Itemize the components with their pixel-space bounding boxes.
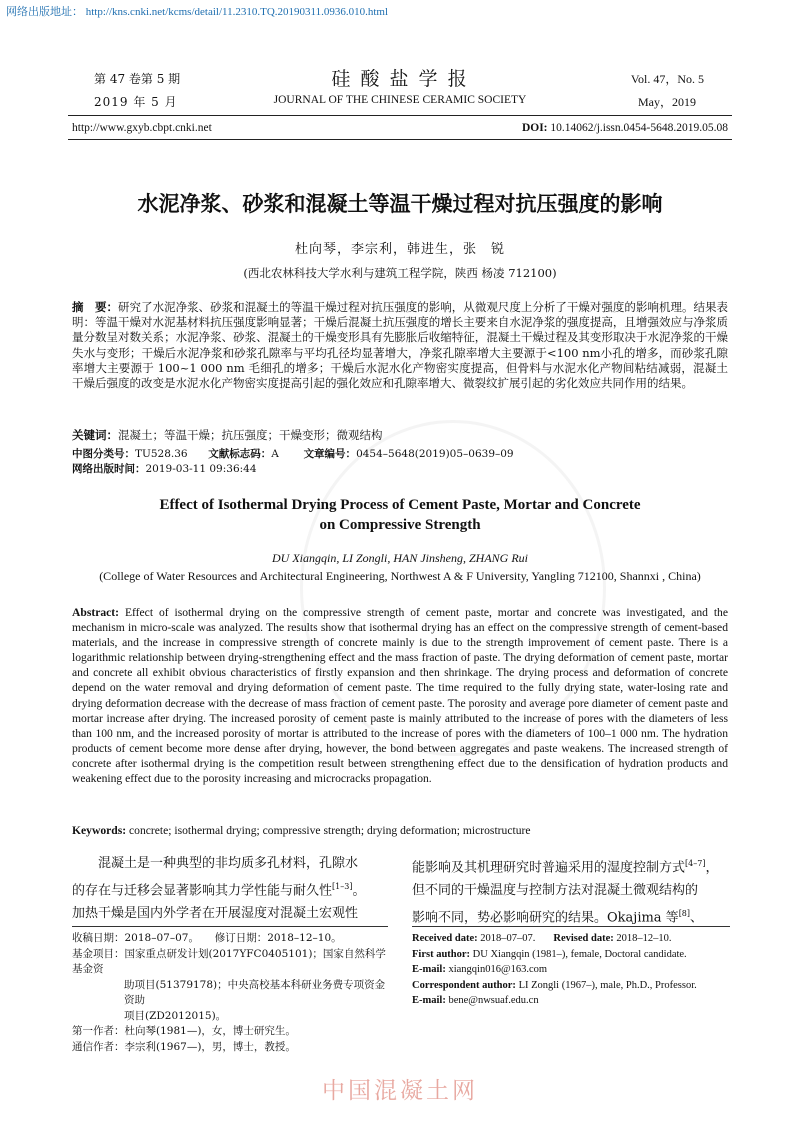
abstract-en <box>72 605 728 786</box>
doi-label: DOI: <box>521 122 548 134</box>
clc-value: TU528.36 <box>135 448 188 460</box>
footnote-zh-correspondent: 通信作者：李宗利(1967—)，男，博士，教授。 <box>72 1040 296 1053</box>
footnote-en-email-2[interactable]: E-mail: bene@nwsuaf.edu.cn <box>412 995 539 1006</box>
header-rule-2 <box>68 139 732 140</box>
keywords-zh-label: 关键词： <box>72 428 118 442</box>
clc-label: 中图分类号： <box>72 448 135 460</box>
journal-name-zh: 硅 酸 盐 学 报 <box>331 68 469 90</box>
footnote-rule-right <box>412 926 730 927</box>
classification-line <box>72 446 732 461</box>
footnote-rule-left <box>72 926 388 927</box>
authors-zh: 杜向琴，李宗利，韩进生，张 锐 <box>294 242 505 257</box>
online-time-label: 网络出版时间： <box>72 463 146 475</box>
article-no-value: 0454–5648(2019)05–0639–09 <box>356 448 514 460</box>
footnote-zh <box>72 931 392 1055</box>
doc-code-label: 文献标志码： <box>208 448 272 460</box>
footnote-zh-fund-3: 项目(ZD2012015)。 <box>124 1009 227 1022</box>
footnote-zh-fund-1: 基金项目：国家重点研发计划(2017YFC0405101)；国家自然科学基金资 <box>72 947 386 975</box>
site-brand-watermark: 中国混凝土网 <box>322 1078 478 1104</box>
abstract-en-label: Abstract: <box>72 606 120 619</box>
footnote-zh-fund-2: 助项目(51379178)；中央高校基本科研业务费专项资金资助 <box>124 978 386 1006</box>
abstract-zh <box>72 300 728 391</box>
online-time-value: 2019-03-11 09:36:44 <box>145 463 257 475</box>
citation-4-7[interactable]: [4–7] <box>685 859 706 868</box>
volume-issue-zh: 第 47 卷第 5 期 <box>94 72 181 86</box>
body-right-line-3: 影响不同，势必影响研究的结果。Okajima 等[8]、 <box>412 909 704 926</box>
abstract-zh-label: 摘 要： <box>72 300 119 314</box>
article-no-label: 文章编号： <box>303 448 357 460</box>
authors-en: DU Xiangqin, LI Zongli, HAN Jinsheng, ZHANG Rui <box>271 551 528 565</box>
keywords-zh-text: 混凝土；等温干燥；抗压强度；干燥变形；微观结构 <box>118 428 383 442</box>
date-en: May，2019 <box>638 95 696 109</box>
body-left-column <box>72 852 388 925</box>
footnote-en-email-1[interactable]: E-mail: xiangqin016@163.com <box>412 964 548 975</box>
body-right-line-1: 能影响及其机理研究时普遍采用的湿度控制方式[4–7]， <box>412 859 719 876</box>
doi <box>522 122 728 134</box>
doi-value: 10.14062/j.issn.0454-5648.2019.05.08 <box>550 122 728 134</box>
journal-site-link[interactable]: http://www.gxyb.cbpt.cnki.net <box>72 122 212 134</box>
body-left-line-3: 加热干燥是国内外学者在开展湿度对混凝土宏观性 <box>72 906 359 922</box>
footnote-en-dates: Received date: 2018–07–07. Revised date: 2018–12–10. <box>412 933 672 944</box>
keywords-zh <box>72 428 728 443</box>
title-en-line-1: Effect of Isothermal Drying Process of Cement Paste, Mortar and Concrete <box>159 497 641 513</box>
date-zh: 2019 年 5 月 <box>94 95 178 109</box>
body-left-line-2: 的存在与迁移会显著影响其力学性能与耐久性[1–3]。 <box>72 882 366 899</box>
affiliation-zh: (西北农林科技大学水利与建筑工程学院，陕西 杨凌 712100) <box>243 266 557 280</box>
title-zh: 水泥净浆、砂浆和混凝土等温干燥过程对抗压强度的影响 <box>137 191 663 216</box>
header-rule <box>68 115 732 116</box>
abstract-zh-text: 研究了水泥净浆、砂浆和混凝土的等温干燥过程对抗压强度的影响，从微观尺度上分析了干燥对强度的影响机理。结果表明：等温干燥对水泥基材料抗压强度影响显著；干燥后混凝土抗压强度的增长主要来自水泥净浆的强度提高，且增强效应与净浆质量分数呈对数关系；水泥净浆、砂浆、混凝土的干燥变形具有先膨胀后收缩特征，混凝土干燥过程及其变形取决于水泥净浆的干燥失水与变形；干燥后水泥净浆和砂浆孔隙率与平均孔径均显著增大，净浆孔隙率增大主要源于<100 nm小孔的增多，而砂浆孔隙率增大主要源于 100~1 000 nm 毛细孔的增多；干燥后水泥水化产物密实度提高，但骨料与水泥水化产物间粘结减弱，混凝土干燥后强度的改变是水泥水化产物密实度提高引起的强化效应和孔隙率增大、微裂纹扩展引起的劣化效应共同作用的结果。 <box>72 300 729 391</box>
doc-code-value: A <box>271 448 279 460</box>
online-time <box>72 461 257 476</box>
keywords-en <box>72 823 728 838</box>
footnote-en-first-author: First author: DU Xiangqin (1981–), female, Doctoral candidate. <box>412 948 687 960</box>
online-publication-url[interactable]: 网络出版地址： http://kns.cnki.net/kcms/detail/11.2310.TQ.20190311.0936.010.html <box>6 6 389 18</box>
footnote-zh-received: 收稿日期：2018–07–07。 修订日期：2018–12–10。 <box>72 932 342 944</box>
affiliation-en: (College of Water Resources and Architectural Engineering, Northwest A & F University, Yangling 712100, Shannxi , China) <box>99 569 701 583</box>
footnote-zh-first-author: 第一作者：杜向琴(1981—)，女，博士研究生。 <box>72 1025 296 1037</box>
footnote-en <box>412 931 732 1009</box>
title-en-line-2: on Compressive Strength <box>319 517 481 533</box>
keywords-en-label: Keywords: <box>72 824 127 837</box>
citation-1-3[interactable]: [1–3] <box>332 882 353 891</box>
body-right-line-2: 但不同的干燥温度与控制方法对混凝土微观结构的 <box>412 883 699 899</box>
keywords-en-text: concrete; isothermal drying; compressive strength; drying deformation; microstructure <box>129 824 531 837</box>
abstract-en-text: Effect of isothermal drying on the compressive strength of cement paste, mortar and concrete was investigated, and the mechanism in micro-scale was analyzed. The results show that isothermal drying has an effect on the compressive strength of cement-based materials, and the increase in compressive strength of concrete mainly is due to the strength improvement of cement paste. There is a logarithmic relationship between drying-strengthening effect and the mass fraction of paste. The drying deformation of cement paste, mortar and concrete all exhibit obvious characteristics of firstly expansion and then shrinkage. The drying process and deformation of concrete depend on the water removal and drying deformation of cement paste. The time required to the fully drying state, water-losing rate and drying deformation decrease with the decrease of mass fraction of cement paste. The porosity and average pore diameter of cement paste and mortar increase after drying. The increased porosity of cement paste is mainly attributed to the increase of pores with the diameters of less than 100 nm, and the increased porosity of mortar is attributed to the increase of pores with the diameters of 100–1 000 nm. The hydration products of cement become more dense after drying, however, the bond between aggregates and paste weakens. The increased strength of concrete after isothermal drying is the competition result between strengthening effect due to the densification of hydration products and weakening effect due to the porosity increasing and microcracks propagation. <box>72 606 728 786</box>
footnote-en-correspondent: Correspondent author: LI Zongli (1967–), male, Ph.D., Professor. <box>412 979 697 991</box>
body-left-line-1: 混凝土是一种典型的非均质多孔材料，孔隙水 <box>98 856 359 871</box>
citation-8[interactable]: [8] <box>678 909 691 919</box>
body-right-column <box>412 852 730 930</box>
journal-name-en: JOURNAL OF THE CHINESE CERAMIC SOCIETY <box>273 94 527 106</box>
volume-issue-en: Vol. 47，No. 5 <box>630 72 704 86</box>
